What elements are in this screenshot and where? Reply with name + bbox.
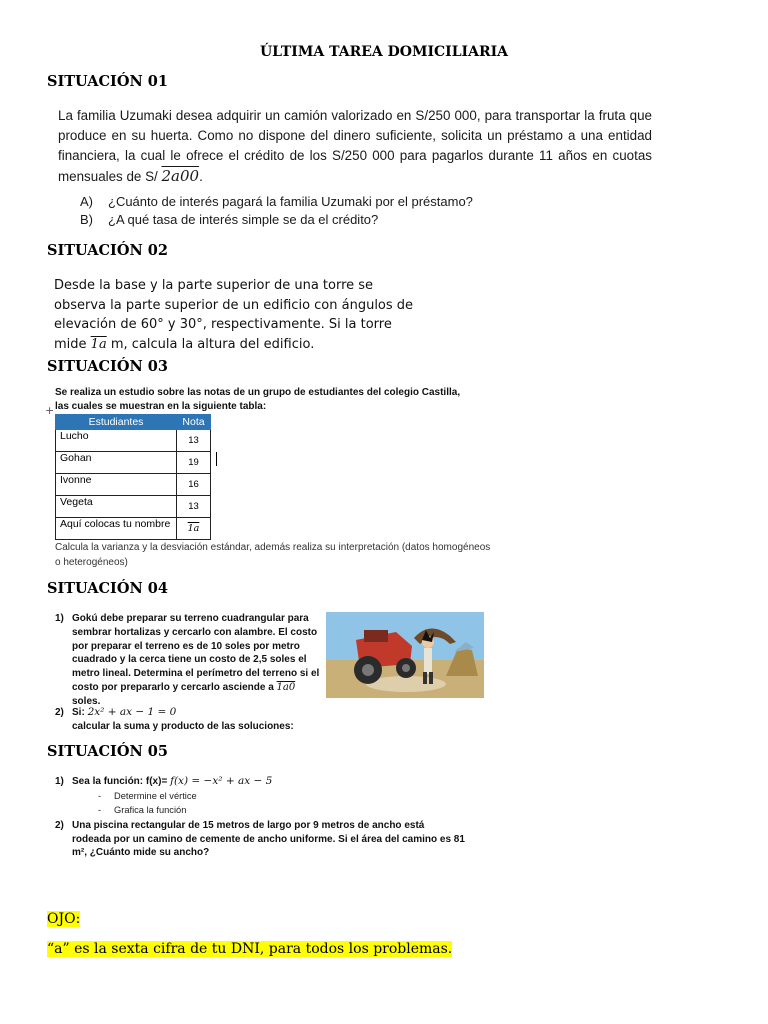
table-move-handle-icon: + bbox=[45, 404, 55, 417]
situation-04-problem-1 bbox=[55, 612, 321, 709]
question-b-text: ¿A qué tasa de interés simple se da el crédito? bbox=[108, 212, 379, 227]
table-row bbox=[56, 452, 211, 474]
problem-number: 2) bbox=[55, 707, 64, 718]
grades-table bbox=[55, 414, 211, 540]
section-heading-04: SITUACIÓN 04 bbox=[47, 580, 168, 597]
section-heading-05: SITUACIÓN 05 bbox=[47, 743, 168, 760]
student-name: Gohan bbox=[56, 452, 177, 474]
question-a-text: ¿Cuánto de interés pagará la familia Uzumaki por el préstamo? bbox=[108, 194, 473, 209]
loan-installment-amount: 2a00 bbox=[161, 167, 200, 185]
student-name: Vegeta bbox=[56, 496, 177, 518]
cost-amount: 1a0 bbox=[276, 681, 296, 693]
table-row bbox=[56, 430, 211, 452]
question-a bbox=[80, 193, 652, 211]
note-label bbox=[47, 911, 80, 927]
situation-03-footer: Calcula la varianza y la desviación estándar, además realiza su interpretación (datos homogéneos o heterogéneos) bbox=[55, 542, 491, 568]
question-a-letter: A) bbox=[80, 194, 93, 209]
situation-04-problem-2 bbox=[55, 706, 321, 734]
problem-number: 1) bbox=[55, 613, 64, 624]
problem-2-label: Si: bbox=[72, 707, 85, 718]
pool-problem-text: Una piscina rectangular de 15 metros de largo por 9 metros de ancho está rodeada por un camino de cemente de ancho uniforme. Si el área del camino es 81 m², ¿Cuánto mide su ancho? bbox=[72, 819, 465, 859]
tower-height: 1a bbox=[90, 336, 107, 352]
column-header-students: Estudiantes bbox=[56, 415, 177, 430]
situation-01-body bbox=[58, 106, 652, 229]
student-grade: 13 bbox=[177, 496, 211, 518]
problem-1-text bbox=[72, 612, 321, 709]
problem-2-text: calcular la suma y producto de las soluciones: bbox=[72, 720, 294, 732]
student-grade: 13 bbox=[177, 430, 211, 452]
student-grade: 19 bbox=[177, 452, 211, 474]
function-equation: f(x) = −x² + ax − 5 bbox=[170, 775, 273, 787]
problem-1-statement: Gokú debe preparar su terreno cuadrangular para sembrar hortalizas y cercarlo con alambre. El costo por preparar el terreno es de 10 soles por metro cuadrado y la cerca tiene un costo de 2,5 soles el metro lineal. Determina el perímetro del terreno si el costo por prepararlo y cercarlo asciende a bbox=[72, 613, 320, 693]
section-heading-03: SITUACIÓN 03 bbox=[47, 358, 168, 375]
illustration-svg bbox=[326, 612, 484, 698]
problem-2-body bbox=[72, 706, 321, 734]
question-b-letter: B) bbox=[80, 212, 93, 227]
table-header-row bbox=[56, 415, 211, 430]
student-grade: 16 bbox=[177, 474, 211, 496]
note-label-text: OJO: bbox=[47, 911, 81, 927]
section-heading-01: SITUACIÓN 01 bbox=[47, 73, 168, 90]
problem-1 bbox=[55, 775, 465, 789]
table-row bbox=[56, 496, 211, 518]
section-heading-02: SITUACIÓN 02 bbox=[47, 242, 168, 259]
situation-02-body bbox=[54, 276, 414, 354]
problem-number: 2) bbox=[55, 819, 64, 831]
situation-01-text: La familia Uzumaki desea adquirir un camión valorizado en S/250 000, para transportar la fruta que produce en su huerta. Como no dispone del dinero suficiente, solicita un préstamo a una entidad financiera, la cual le ofrece el crédito de los S/250 000 para pagarlos durante 11 años en cuotas mensuales de S/ bbox=[58, 108, 652, 184]
note-text bbox=[47, 941, 452, 957]
function-label: Sea la función: f(x)= bbox=[72, 776, 168, 787]
situation-02-text-a: Desde la base y la parte superior de una torre se observa la parte superior de un edificio con ángulos de elevación de 60° y 30°, respectivamente. Si la torre mide bbox=[54, 278, 414, 352]
table-row bbox=[56, 474, 211, 496]
student-name: Lucho bbox=[56, 430, 177, 452]
table-row bbox=[56, 518, 211, 540]
situation-02-text-b: m, calcula la altura del edificio. bbox=[110, 336, 315, 352]
situation-05-body bbox=[55, 775, 465, 860]
note-body: “a” es la sexta cifra de tu DNI, para todos los problemas. bbox=[47, 941, 453, 957]
task-graph: Grafica la función bbox=[114, 804, 187, 815]
cost-unit: soles. bbox=[72, 695, 101, 707]
task-item: - Determine el vértice bbox=[98, 790, 197, 801]
problem-2 bbox=[55, 819, 465, 860]
student-grade: 1a bbox=[177, 518, 211, 540]
student-name: Aquí colocas tu nombre bbox=[56, 518, 177, 540]
quadratic-equation: 2x² + ax − 1 = 0 bbox=[87, 706, 177, 718]
task-vertex: Determine el vértice bbox=[114, 790, 197, 801]
farm-tractor-illustration bbox=[326, 612, 484, 698]
column-header-grade: Nota bbox=[177, 415, 211, 430]
text-cursor bbox=[216, 452, 217, 466]
task-item: - Grafica la función bbox=[98, 804, 187, 815]
page-title: ÚLTIMA TAREA DOMICILIARIA bbox=[259, 44, 509, 60]
question-b bbox=[80, 211, 652, 229]
problem-number: 1) bbox=[55, 776, 64, 787]
situation-01-paragraph: La familia Uzumaki desea adquirir un camión valorizado en S/250 000, para transportar la fruta que produce en su huerta. Como no dispone del dinero suficiente, solicita un préstamo a una entidad financiera, la cual le ofrece el crédito de los S/250 000 para pagarlos durante 11 años en cuotas mensuales de S/ 2a00. bbox=[58, 108, 652, 185]
situation-03-intro: Se realiza un estudio sobre las notas de un grupo de estudiantes del colegio Castilla, las cuales se muestran en la siguiente tabla: bbox=[55, 387, 461, 412]
student-name: Ivonne bbox=[56, 474, 177, 496]
